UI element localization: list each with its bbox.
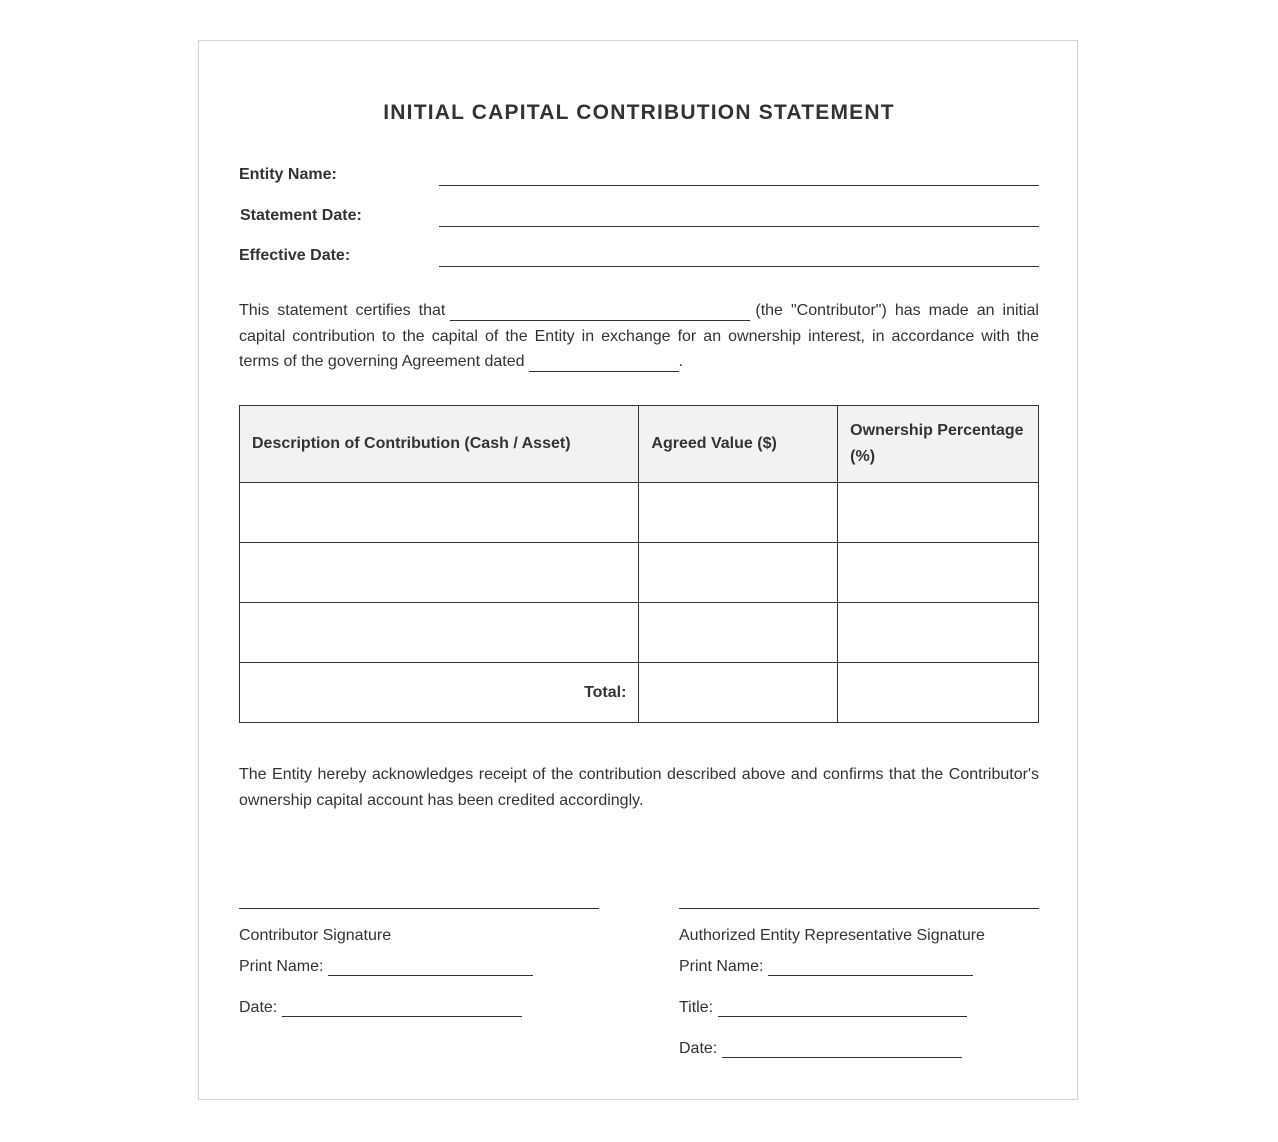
entity-date-label: Date: [679, 1040, 718, 1057]
document-title: INITIAL CAPITAL CONTRIBUTION STATEMENT [383, 101, 895, 124]
contributor-name-blank[interactable] [450, 302, 750, 321]
entity-signature-line[interactable] [679, 908, 1039, 909]
contributor-signature-line[interactable] [239, 908, 599, 909]
header-description: Description of Contribution (Cash / Asset) [240, 406, 639, 483]
document-page [198, 40, 1078, 1100]
acknowledgement-paragraph: The Entity hereby acknowledges receipt of the contribution described above and confirms that the Contributor's ownership capital account has been credited accordingly. [239, 766, 1039, 809]
agreed-value-cell[interactable] [639, 603, 838, 663]
header-ownership-percentage: Ownership Percentage (%) [838, 406, 1039, 483]
header-agreed-value: Agreed Value ($) [639, 406, 838, 483]
certification-paragraph [239, 298, 1039, 375]
contributor-print-name-label: Print Name: [239, 958, 324, 975]
effective-date-field[interactable] [439, 266, 1039, 267]
description-cell[interactable] [240, 483, 639, 543]
effective-date-row [239, 244, 1039, 268]
entity-print-name-field[interactable] [768, 957, 973, 976]
certification-text-3: . [678, 353, 683, 370]
entity-name-label: Entity Name: [239, 166, 337, 183]
ownership-percentage-cell[interactable] [838, 603, 1039, 663]
certification-text-2: (the "Contributor") has made an initial capital contribution to the capital of the Entity in exchange for an ownership interest, in accordance with the terms of the governing Agreement dated [239, 302, 1039, 370]
entity-print-name-label: Print Name: [679, 958, 764, 975]
contributor-print-name-field[interactable] [328, 957, 533, 976]
agreed-value-cell[interactable] [639, 543, 838, 603]
contributor-date-label: Date: [239, 999, 278, 1016]
total-percentage-cell[interactable] [838, 663, 1039, 723]
statement-date-label: Statement Date: [240, 207, 362, 224]
contributor-date-row [239, 996, 522, 1020]
entity-print-name-row [679, 955, 973, 979]
ownership-percentage-cell[interactable] [838, 483, 1039, 543]
total-value-cell[interactable] [639, 663, 838, 723]
ownership-percentage-cell[interactable] [838, 543, 1039, 603]
contributor-date-field[interactable] [282, 998, 522, 1017]
entity-name-field[interactable] [439, 185, 1039, 186]
description-cell[interactable] [240, 603, 639, 663]
entity-date-field[interactable] [722, 1039, 962, 1058]
agreed-value-cell[interactable] [639, 483, 838, 543]
certification-text-1: This statement certifies that [239, 302, 446, 319]
contributor-signature-caption: Contributor Signature [239, 927, 392, 944]
table-row [240, 543, 1039, 603]
table-row [240, 483, 1039, 543]
contributor-print-name-row [239, 955, 533, 979]
table-total-row [240, 663, 1039, 723]
statement-date-field[interactable] [439, 226, 1039, 227]
description-cell[interactable] [240, 543, 639, 603]
entity-title-field[interactable] [718, 998, 967, 1017]
agreement-date-blank[interactable] [529, 353, 679, 372]
effective-date-label: Effective Date: [239, 247, 351, 264]
entity-name-row [239, 163, 1039, 187]
contribution-table [239, 405, 1039, 723]
table-row [240, 603, 1039, 663]
entity-title-row [679, 996, 967, 1020]
entity-signature-caption: Authorized Entity Representative Signature [679, 927, 985, 944]
entity-date-row [679, 1037, 962, 1061]
total-label: Total: [240, 663, 639, 723]
statement-date-row [239, 204, 1039, 228]
entity-title-label: Title: [679, 999, 714, 1016]
table-header-row [240, 406, 1039, 483]
